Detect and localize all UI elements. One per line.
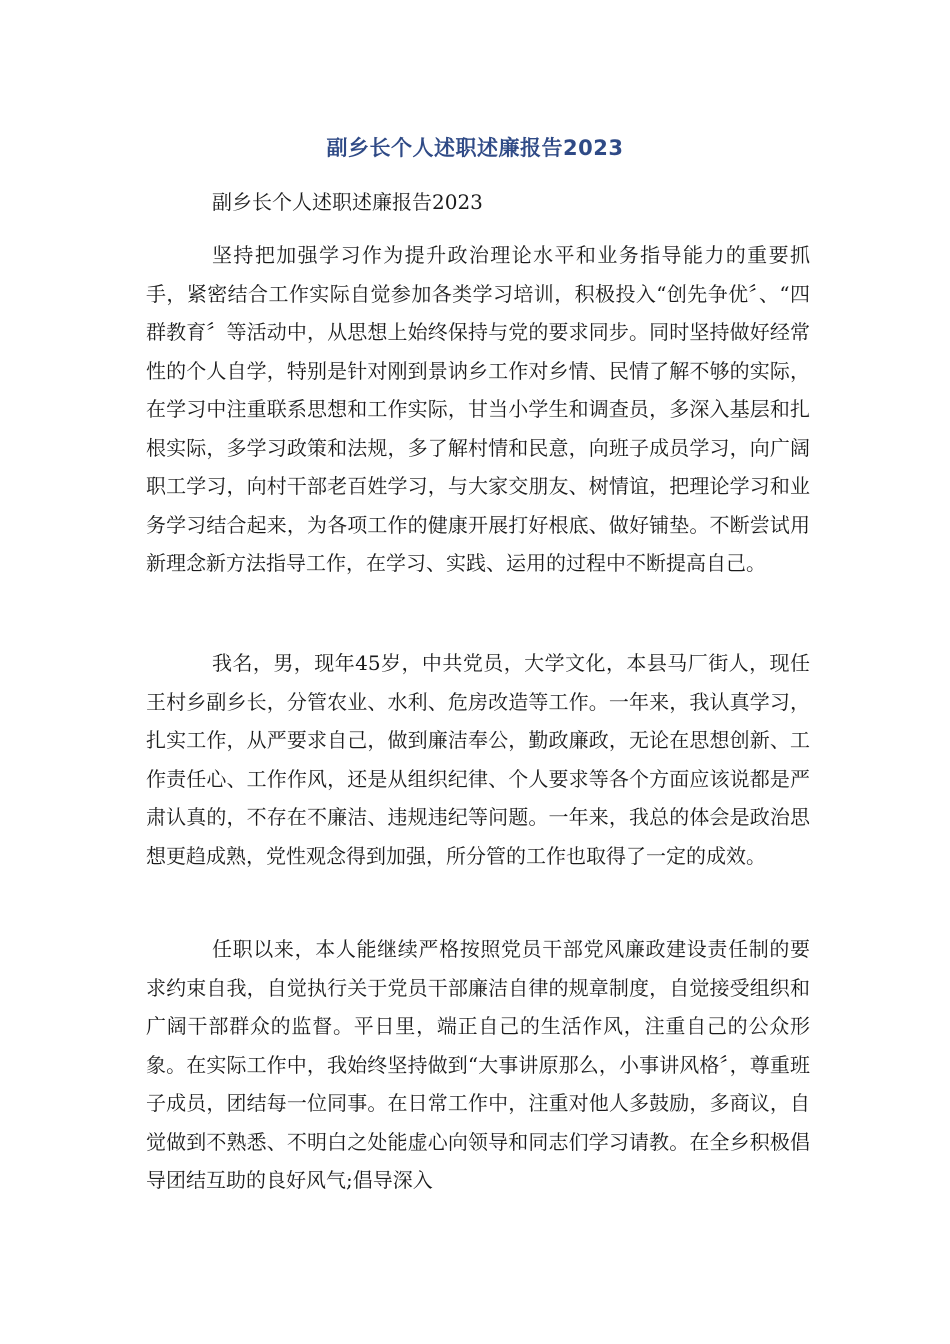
- paragraph-study: 坚持把加强学习作为提升政治理论水平和业务指导能力的重要抓手，紧密结合工作实际自觉参加各类学习培训，积极投入“创先争优〞、“四群教育〞等活动中，从思想上始终保持与党的要求同步。同时坚持做好经常性的个人自学，特别是针对刚到景讷乡工作对乡情、民情了解不够的实际，在学习中注重联系思想和工作实际，甘当小学生和调查员，多深入基层和扎根实际，多学习政策和法规，多了解村情和民意，向班子成员学习，向广阔职工学习，向村干部老百姓学习，与大家交朋友、树情谊，把理论学习和业务学习结合起来，为各项工作的健康开展打好根底、做好铺垫。不断尝试用新理念新方法指导工作，在学习、实践、运用的过程中不断提高自己。: [146, 243, 810, 575]
- document-title: 副乡长个人述职述廉报告2023: [326, 136, 624, 160]
- paragraph-integrity: 任职以来，本人能继续严格按照党员干部党风廉政建设责任制的要求约束自我，自觉执行关于党员干部廉洁自律的规章制度，自觉接受组织和广阔干部群众的监督。平日里，端正自己的生活作风，注重自己的公众形象。在实际工作中，我始终坚持做到“大事讲原那么，小事讲风格〞，尊重班子成员，团结每一位同事。在日常工作中，注重对他人多鼓励，多商议，自觉做到不熟悉、不明白之处能虚心向领导和同志们学习请教。在全乡积极倡导团结互助的良好风气;倡导深入: [146, 937, 810, 1192]
- document-subtitle: 副乡长个人述职述廉报告2023: [212, 190, 483, 214]
- paragraph-self-introduction: 我名，男，现年45岁，中共党员，大学文化，本县马厂街人，现任王村乡副乡长，分管农业、水利、危房改造等工作。一年来，我认真学习，扎实工作，从严要求自己，做到廉洁奉公，勤政廉政，无论在思想创新、工作责任心、工作作风，还是从组织纪律、个人要求等各个方面应该说都是严肃认真的，不存在不廉洁、违规违纪等问题。一年来，我总的体会是政治思想更趋成熟，党性观念得到加强，所分管的工作也取得了一定的成效。: [146, 651, 810, 868]
